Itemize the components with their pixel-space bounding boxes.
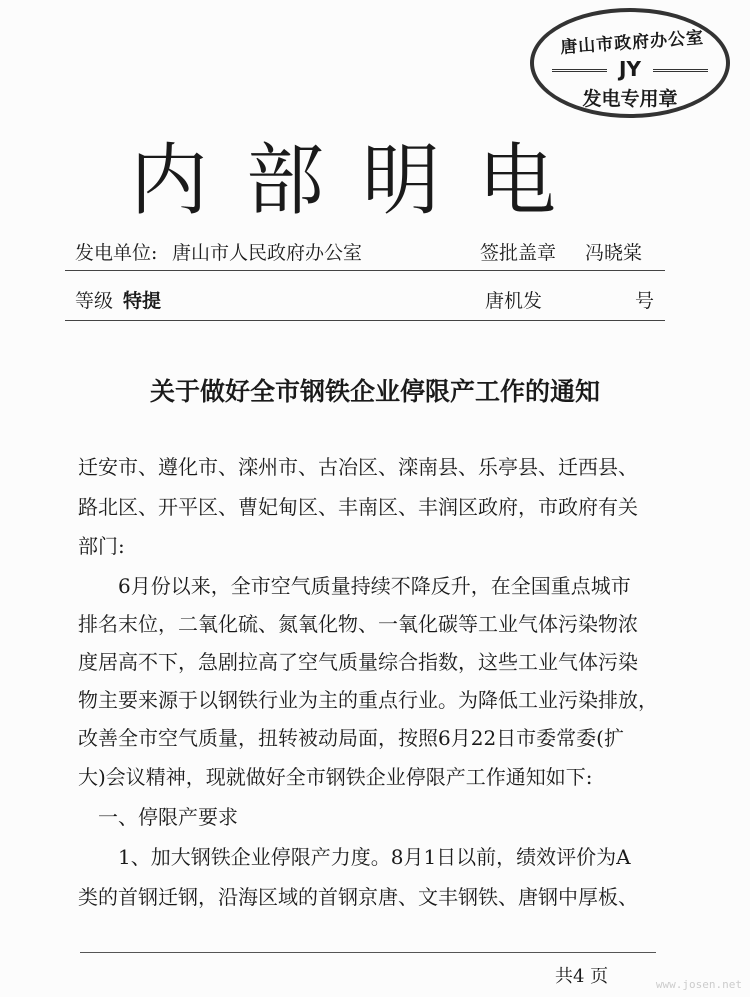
body-line: 大)会议精神，现就做好全市钢铁企业停限产工作通知如下: [78, 765, 593, 789]
body-line: 类的首钢迁钢，沿海区域的首钢京唐、文丰钢铁、唐钢中厚板、 [78, 885, 638, 909]
official-seal [530, 8, 730, 118]
sender-label: 发电单位: [75, 242, 158, 264]
body-line: 部门: [78, 534, 125, 558]
page-count: 共4 页 [555, 966, 609, 987]
level-label: 等级 [75, 290, 114, 312]
telegram-heading: 内部明电 [130, 136, 595, 226]
number-label: 唐机发 [485, 290, 543, 312]
divider [65, 320, 665, 321]
body-line: 改善全市空气质量，扭转被动局面，按照6月22日市委常委(扩 [78, 726, 624, 750]
sender: 唐山市人民政府办公室 [172, 242, 363, 264]
body-line: 度居高不下，急剧拉高了空气质量综合指数，这些工业气体污染 [78, 650, 638, 674]
seal-code: JY [544, 57, 716, 81]
body-line: 1、加大钢铁企业停限产力度。8月1日以前，绩效评价为A [78, 845, 631, 869]
watermark: www.josen.net [655, 978, 742, 991]
body-line: 排名末位，二氧化硫、氮氧化物、一氧化碳等工业气体污染物浓 [78, 612, 638, 636]
body-line: 物主要来源于以钢铁行业为主的重点行业。为降低工业污染排放， [78, 688, 658, 712]
seal-purpose: 发电专用章 [582, 88, 678, 110]
seal-org: 唐山市政府办公室 [559, 27, 705, 58]
signer: 冯晓棠 [585, 242, 643, 264]
level: 特提 [123, 290, 162, 312]
body-line: 6月份以来，全市空气质量持续不降反升，在全国重点城市 [78, 574, 631, 598]
footer-divider [80, 952, 656, 953]
sign-label: 签批盖章 [480, 242, 557, 264]
body-line: 路北区、开平区、曹妃甸区、丰南区、丰润区政府，市政府有关 [78, 495, 638, 519]
number-suffix: 号 [635, 290, 655, 312]
document-title: 关于做好全市钢铁企业停限产工作的通知 [149, 377, 600, 406]
body-line: 迁安市、遵化市、滦州市、古冶区、滦南县、乐亭县、迁西县、 [78, 455, 638, 479]
section-heading: 一、停限产要求 [78, 805, 238, 829]
divider [65, 270, 665, 271]
